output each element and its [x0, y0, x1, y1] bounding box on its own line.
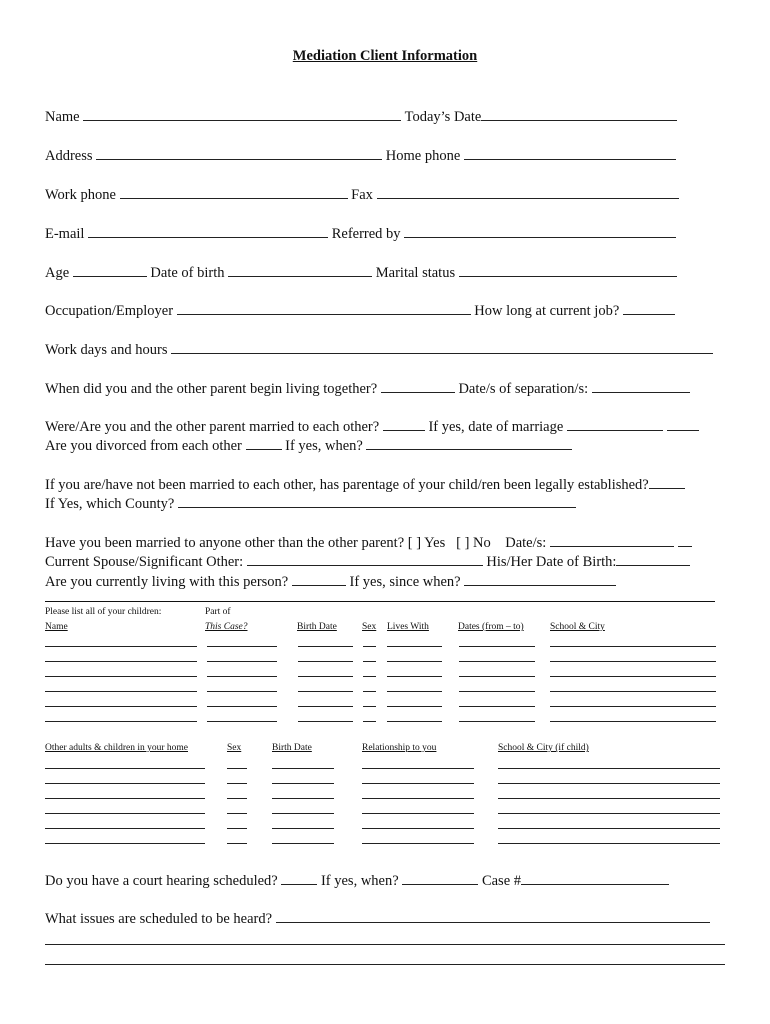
child-row-3-col-6[interactable]: [459, 676, 535, 677]
row-email: [45, 225, 676, 243]
children-intro: Please list all of your children:: [45, 607, 162, 617]
marriage-date-field[interactable]: [567, 418, 663, 431]
parentage-label: If you are/have not been married to each other, has parentage of your child/ren been legally established?: [45, 477, 649, 493]
adult-row-2-col-2[interactable]: [227, 783, 247, 784]
adults-col-name: Other adults & children in your home: [45, 743, 188, 753]
row-county: [45, 495, 576, 513]
child-row-3-col-5[interactable]: [387, 676, 442, 677]
adult-row-5-col-2[interactable]: [227, 828, 247, 829]
court-hearing-field[interactable]: [281, 872, 317, 885]
adult-row-4-col-4[interactable]: [362, 813, 474, 814]
child-row-2-col-3[interactable]: [298, 661, 353, 662]
living-together-label: When did you and the other parent begin living together?: [45, 381, 378, 397]
child-row-6-col-5[interactable]: [387, 721, 442, 722]
todays-date-label: Today’s Date: [404, 109, 482, 125]
spouse-dob-label: His/Her Date of Birth:: [486, 554, 617, 570]
adult-row-4-col-2[interactable]: [227, 813, 247, 814]
child-row-3-col-1[interactable]: [45, 676, 197, 677]
section-divider: [45, 601, 715, 602]
child-row-2-col-1[interactable]: [45, 661, 197, 662]
fax-label: Fax: [351, 187, 373, 203]
adult-row-6-col-4[interactable]: [362, 843, 474, 844]
issues-label: What issues are scheduled to be heard?: [45, 911, 273, 927]
issues-line-2[interactable]: [45, 944, 725, 945]
children-col-lives-with: Lives With: [387, 622, 429, 632]
adult-row-3-col-4[interactable]: [362, 798, 474, 799]
married-each-other-label: Were/Are you and the other parent married to each other?: [45, 419, 380, 435]
child-row-1-col-1[interactable]: [45, 646, 197, 647]
child-row-1-col-7[interactable]: [550, 646, 716, 647]
child-row-5-col-1[interactable]: [45, 706, 197, 707]
form-title: Mediation Client Information: [292, 48, 478, 64]
dob-field[interactable]: [228, 264, 372, 277]
issues-line-3[interactable]: [45, 964, 725, 965]
separation-field[interactable]: [592, 380, 690, 393]
married-anyone-label: Have you been married to anyone other than the other parent? [ ] Yes: [45, 535, 446, 551]
children-col-school: School & City: [550, 622, 605, 632]
work-phone-label: Work phone: [45, 187, 116, 203]
dates-extra-field[interactable]: [678, 534, 692, 547]
row-name: [45, 108, 677, 126]
divorced-when-field[interactable]: [366, 437, 572, 450]
adult-row-6-col-2[interactable]: [227, 843, 247, 844]
child-row-6-col-4[interactable]: [363, 721, 376, 722]
adult-row-6-col-3[interactable]: [272, 843, 334, 844]
adult-row-3-col-5[interactable]: [498, 798, 720, 799]
adult-row-4-col-1[interactable]: [45, 813, 205, 814]
children-col-name: Name: [45, 622, 68, 632]
address-field[interactable]: [96, 147, 382, 160]
married-each-other-field[interactable]: [383, 418, 425, 431]
marriage-date-label: If yes, date of marriage: [428, 419, 564, 435]
home-phone-field[interactable]: [464, 147, 676, 160]
row-parentage: [45, 476, 685, 494]
adult-row-5-col-3[interactable]: [272, 828, 334, 829]
dates-label: Date/s:: [505, 535, 547, 551]
county-field[interactable]: [178, 495, 576, 508]
adult-row-4-col-3[interactable]: [272, 813, 334, 814]
children-col-part-of: Part of: [205, 607, 231, 617]
child-row-4-col-4[interactable]: [363, 691, 376, 692]
child-row-5-col-3[interactable]: [298, 706, 353, 707]
living-together-field[interactable]: [381, 380, 455, 393]
todays-date-field[interactable]: [481, 108, 677, 121]
adult-row-2-col-1[interactable]: [45, 783, 205, 784]
adult-row-1-col-1[interactable]: [45, 768, 205, 769]
child-row-6-col-6[interactable]: [459, 721, 535, 722]
child-row-4-col-7[interactable]: [550, 691, 716, 692]
how-long-label: How long at current job?: [474, 303, 620, 319]
court-when-label: If yes, when?: [320, 873, 399, 889]
adults-col-school: School & City (if child): [498, 743, 589, 753]
divorced-field[interactable]: [246, 437, 282, 450]
adult-row-5-col-1[interactable]: [45, 828, 205, 829]
child-row-1-col-3[interactable]: [298, 646, 353, 647]
child-row-2-col-4[interactable]: [363, 661, 376, 662]
adult-row-3-col-1[interactable]: [45, 798, 205, 799]
email-field[interactable]: [88, 225, 328, 238]
separation-label: Date/s of separation/s:: [458, 381, 589, 397]
children-col-dates: Dates (from – to): [458, 622, 524, 632]
referred-by-label: Referred by: [331, 226, 401, 242]
row-living-together: [45, 380, 690, 398]
child-row-5-col-7[interactable]: [550, 706, 716, 707]
children-col-sex: Sex: [362, 622, 377, 632]
occupation-field[interactable]: [177, 302, 471, 315]
adult-row-2-col-3[interactable]: [272, 783, 334, 784]
spouse-dob-field[interactable]: [616, 553, 690, 566]
child-row-1-col-6[interactable]: [459, 646, 535, 647]
no-checkbox-label[interactable]: [ ] No: [456, 535, 491, 551]
email-label: E-mail: [45, 226, 85, 242]
age-label: Age: [45, 265, 70, 281]
child-row-4-col-6[interactable]: [459, 691, 535, 692]
adults-col-sex: Sex: [227, 743, 242, 753]
living-with-field[interactable]: [292, 573, 346, 586]
row-court-hearing: [45, 872, 669, 890]
issues-field[interactable]: [276, 910, 710, 923]
child-row-3-col-2[interactable]: [207, 676, 277, 677]
child-row-2-col-7[interactable]: [550, 661, 716, 662]
adult-row-5-col-4[interactable]: [362, 828, 474, 829]
dates-field[interactable]: [550, 534, 674, 547]
row-occupation: [45, 302, 675, 320]
dob-label: Date of birth: [150, 265, 225, 281]
child-row-3-col-3[interactable]: [298, 676, 353, 677]
children-col-birth-date: Birth Date: [297, 622, 337, 632]
parentage-field[interactable]: [649, 476, 685, 489]
child-row-1-col-4[interactable]: [363, 646, 376, 647]
child-row-6-col-3[interactable]: [298, 721, 353, 722]
adult-row-1-col-2[interactable]: [227, 768, 247, 769]
court-when-field[interactable]: [402, 872, 478, 885]
court-hearing-label: Do you have a court hearing scheduled?: [45, 873, 278, 889]
child-row-5-col-6[interactable]: [459, 706, 535, 707]
marital-label: Marital status: [375, 265, 456, 281]
divorced-when-label: If yes, when?: [285, 438, 363, 454]
row-age: [45, 264, 677, 282]
row-address: [45, 147, 676, 165]
occupation-label: Occupation/Employer: [45, 303, 174, 319]
case-number-label: Case #: [481, 873, 521, 889]
row-work-days: [45, 341, 713, 359]
child-row-1-col-2[interactable]: [207, 646, 277, 647]
row-divorced: [45, 437, 572, 455]
child-row-3-col-4[interactable]: [363, 676, 376, 677]
row-married-anyone: [45, 534, 692, 552]
row-spouse: [45, 553, 690, 571]
adult-row-2-col-4[interactable]: [362, 783, 474, 784]
since-when-field[interactable]: [464, 573, 616, 586]
age-field[interactable]: [73, 264, 147, 277]
child-row-4-col-5[interactable]: [387, 691, 442, 692]
adult-row-5-col-5[interactable]: [498, 828, 720, 829]
adult-row-1-col-5[interactable]: [498, 768, 720, 769]
adult-row-3-col-2[interactable]: [227, 798, 247, 799]
work-days-field[interactable]: [171, 341, 713, 354]
child-row-3-col-7[interactable]: [550, 676, 716, 677]
children-col-this-case: This Case?: [205, 622, 248, 632]
adults-col-relationship: Relationship to you: [362, 743, 437, 753]
spouse-field[interactable]: [247, 553, 483, 566]
child-row-2-col-5[interactable]: [387, 661, 442, 662]
child-row-1-col-5[interactable]: [387, 646, 442, 647]
row-living-with: [45, 573, 616, 591]
row-issues: [45, 910, 710, 928]
adult-row-6-col-1[interactable]: [45, 843, 205, 844]
child-row-5-col-4[interactable]: [363, 706, 376, 707]
divorced-label: Are you divorced from each other: [45, 438, 242, 454]
adult-row-4-col-5[interactable]: [498, 813, 720, 814]
living-with-label: Are you currently living with this person?: [45, 574, 289, 590]
row-work-phone: [45, 186, 679, 204]
child-row-4-col-3[interactable]: [298, 691, 353, 692]
county-label: If Yes, which County?: [45, 496, 175, 512]
child-row-4-col-1[interactable]: [45, 691, 197, 692]
referred-by-field[interactable]: [404, 225, 676, 238]
adult-row-2-col-5[interactable]: [498, 783, 720, 784]
adult-row-1-col-4[interactable]: [362, 768, 474, 769]
adult-row-6-col-5[interactable]: [498, 843, 720, 844]
adults-col-birth-date: Birth Date: [272, 743, 312, 753]
child-row-2-col-2[interactable]: [207, 661, 277, 662]
child-row-5-col-2[interactable]: [207, 706, 277, 707]
child-row-6-col-1[interactable]: [45, 721, 197, 722]
marital-field[interactable]: [459, 264, 677, 277]
child-row-6-col-7[interactable]: [550, 721, 716, 722]
child-row-6-col-2[interactable]: [207, 721, 277, 722]
work-phone-field[interactable]: [120, 186, 348, 199]
adult-row-1-col-3[interactable]: [272, 768, 334, 769]
child-row-5-col-5[interactable]: [387, 706, 442, 707]
child-row-4-col-2[interactable]: [207, 691, 277, 692]
name-label: Name: [45, 109, 80, 125]
home-phone-label: Home phone: [385, 148, 461, 164]
name-field[interactable]: [83, 108, 401, 121]
address-label: Address: [45, 148, 93, 164]
marriage-date-extra-field[interactable]: [667, 418, 699, 431]
child-row-2-col-6[interactable]: [459, 661, 535, 662]
how-long-field[interactable]: [623, 302, 675, 315]
adult-row-3-col-3[interactable]: [272, 798, 334, 799]
since-when-label: If yes, since when?: [349, 574, 461, 590]
case-number-field[interactable]: [521, 872, 669, 885]
spouse-label: Current Spouse/Significant Other:: [45, 554, 244, 570]
row-married-each-other: [45, 418, 699, 436]
work-days-label: Work days and hours: [45, 342, 168, 358]
fax-field[interactable]: [377, 186, 679, 199]
